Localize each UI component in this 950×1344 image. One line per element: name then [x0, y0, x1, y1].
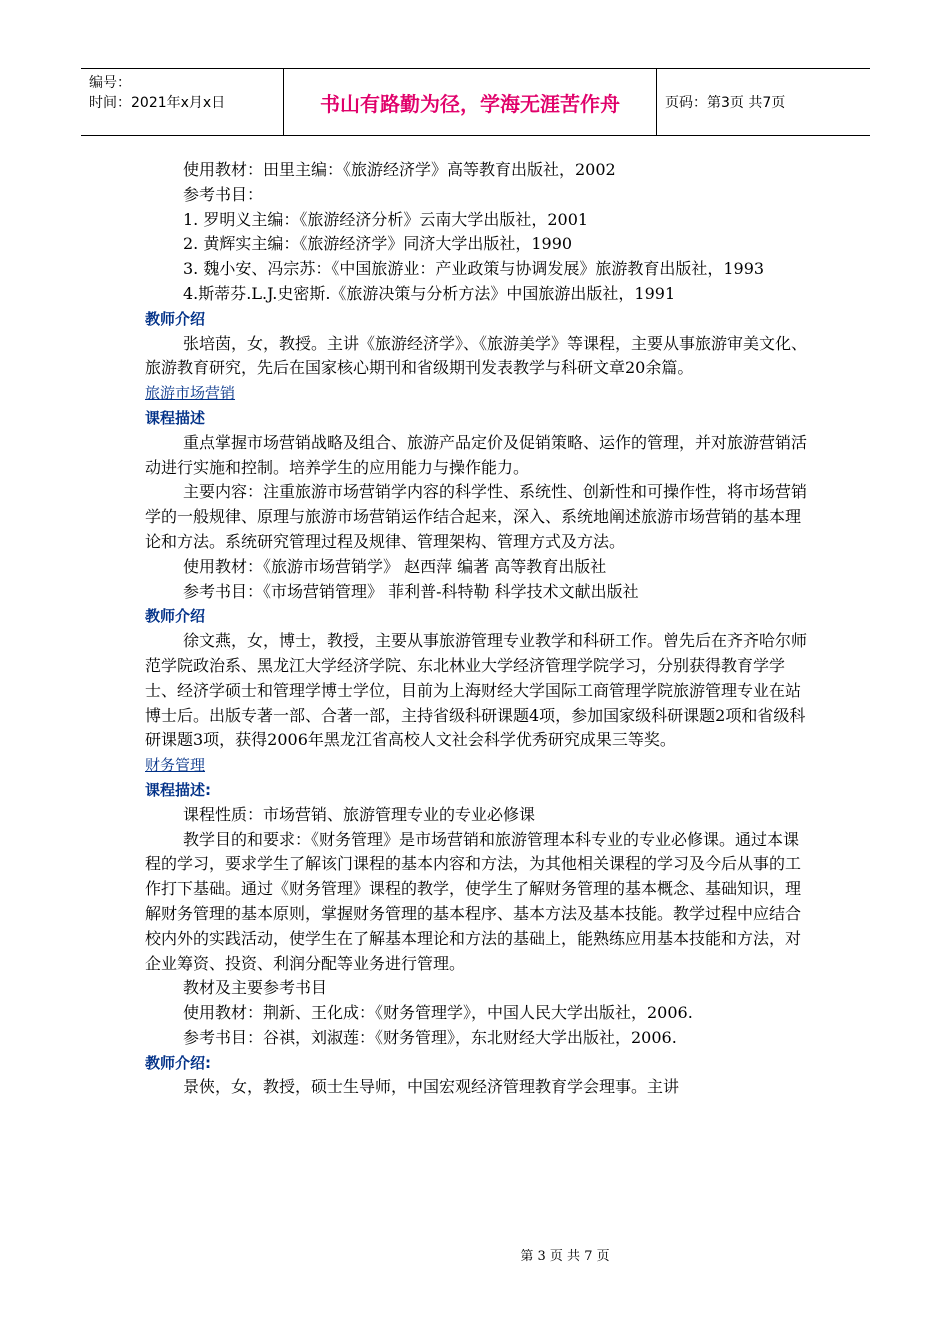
header-meta	[81, 69, 284, 135]
paragraph: 重点掌握市场营销战略及组合、旅游产品定价及促销策略、运作的管理，并对旅游营销活动进行实施和控制。培养学生的应用能力与操作能力。	[145, 432, 808, 477]
paragraph: 4.斯蒂芬.L.J.史密斯.《旅游决策与分析方法》中国旅游出版社，1991	[183, 283, 676, 303]
section-heading: 教师介绍	[145, 607, 206, 626]
paragraph: 使用教材：田里主编：《旅游经济学》高等教育出版社，2002	[183, 160, 616, 179]
paragraph: 教学目的和要求：《财务管理》是市场营销和旅游管理本科专业的专业必修课。通过本课程的学习，要求学生了解该门课程的基本内容和方法，为其他相关课程的学习及今后从事的工作打下基础。通过《财务管理》课程的教学，使学生了解财务管理的基本概念、基础知识，理解财务管理的基本原则，掌握财务管理的基本程序、基本方法及基本技能。教学过程中应结合校内外的实践活动，使学生在了解基本理论和方法的基础上，能熟练应用基本技能和方法，对企业筹资、投资、利润分配等业务进行管理。	[145, 829, 802, 973]
page-header	[81, 68, 870, 136]
document-body	[145, 158, 808, 1100]
paragraph: 景俠，女，教授，硕士生导师，中国宏观经济管理教育学会理事。主讲	[183, 1077, 680, 1097]
paragraph: 张培茵，女，教授。主讲《旅游经济学》、《旅游美学》等课程，主要从事旅游审美文化、旅游教育研究，先后在国家核心期刊和省级期刊发表教学与科研文章20余篇。	[145, 333, 808, 378]
paragraph: 参考书目：	[183, 184, 264, 204]
header-motto: 书山有路勤为径，学海无涯苦作舟	[284, 69, 657, 135]
paragraph: 教材及主要参考书目	[183, 978, 328, 998]
paragraph: 使用教材：《旅游市场营销学》 赵西萍 编著 高等教育出版社	[183, 556, 607, 576]
paragraph: 使用教材：荆新、王化成：《财务管理学》，中国人民大学出版社，2006.	[183, 1003, 693, 1023]
section-heading: 课程描述:	[145, 780, 211, 799]
section-heading: 教师介绍	[145, 309, 206, 328]
paragraph: 主要内容：注重旅游市场营销学内容的科学性、系统性、创新性和可操作性，将市场营销学的一般规律、原理与旅游市场营销运作结合起来，深入、系统地阐述旅游市场营销的基本理论和方法。系统研究管理过程及规律、管理架构、管理方式及方法。	[145, 482, 808, 551]
section-heading: 课程描述	[145, 408, 206, 427]
course-title-link[interactable]: 财务管理	[145, 756, 206, 775]
paragraph: 3. 魏小安、冯宗苏：《中国旅游业：产业政策与协调发展》旅游教育出版社，1993	[183, 259, 765, 279]
page-footer: 第 3 页 共 7 页	[520, 1249, 610, 1264]
paragraph: 1. 罗明义主编：《旅游经济分析》云南大学出版社，2001	[183, 209, 589, 229]
paragraph: 参考书目：《市场营销管理》 菲利普-科特勒 科学技术文献出版社	[183, 581, 639, 601]
doc-number-label: 编号：	[89, 75, 131, 91]
paragraph: 2. 黄辉实主编：《旅游经济学》同济大学出版社，1990	[183, 234, 573, 254]
paragraph: 参考书目：谷祺，刘淑莲：《财务管理》，东北财经大学出版社，2006.	[183, 1027, 677, 1047]
section-heading: 教师介绍:	[145, 1053, 211, 1072]
course-title-link[interactable]: 旅游市场营销	[145, 384, 236, 403]
paragraph: 徐文燕，女，博士，教授，主要从事旅游管理专业教学和科研工作。曾先后在齐齐哈尔师范学院政治系、黑龙江大学经济学院、东北林业大学经济管理学院学习，分别获得教育学学士、经济学硕士和管理学博士学位，目前为上海财经大学国际工商管理学院旅游管理专业在站博士后。出版专著一部、合著一部，主持省级科研课题4项，参加国家级科研课题2项和省级科研课题3项，获得2006年黑龙江省高校人文社会科学优秀研究成果三等奖。	[145, 631, 808, 750]
doc-time-label: 时间：2021年x月x日	[89, 95, 226, 111]
paragraph: 课程性质：市场营销、旅游管理专业的专业必修课	[183, 804, 536, 824]
header-page-label: 页码：第3页 共7页	[665, 95, 786, 111]
